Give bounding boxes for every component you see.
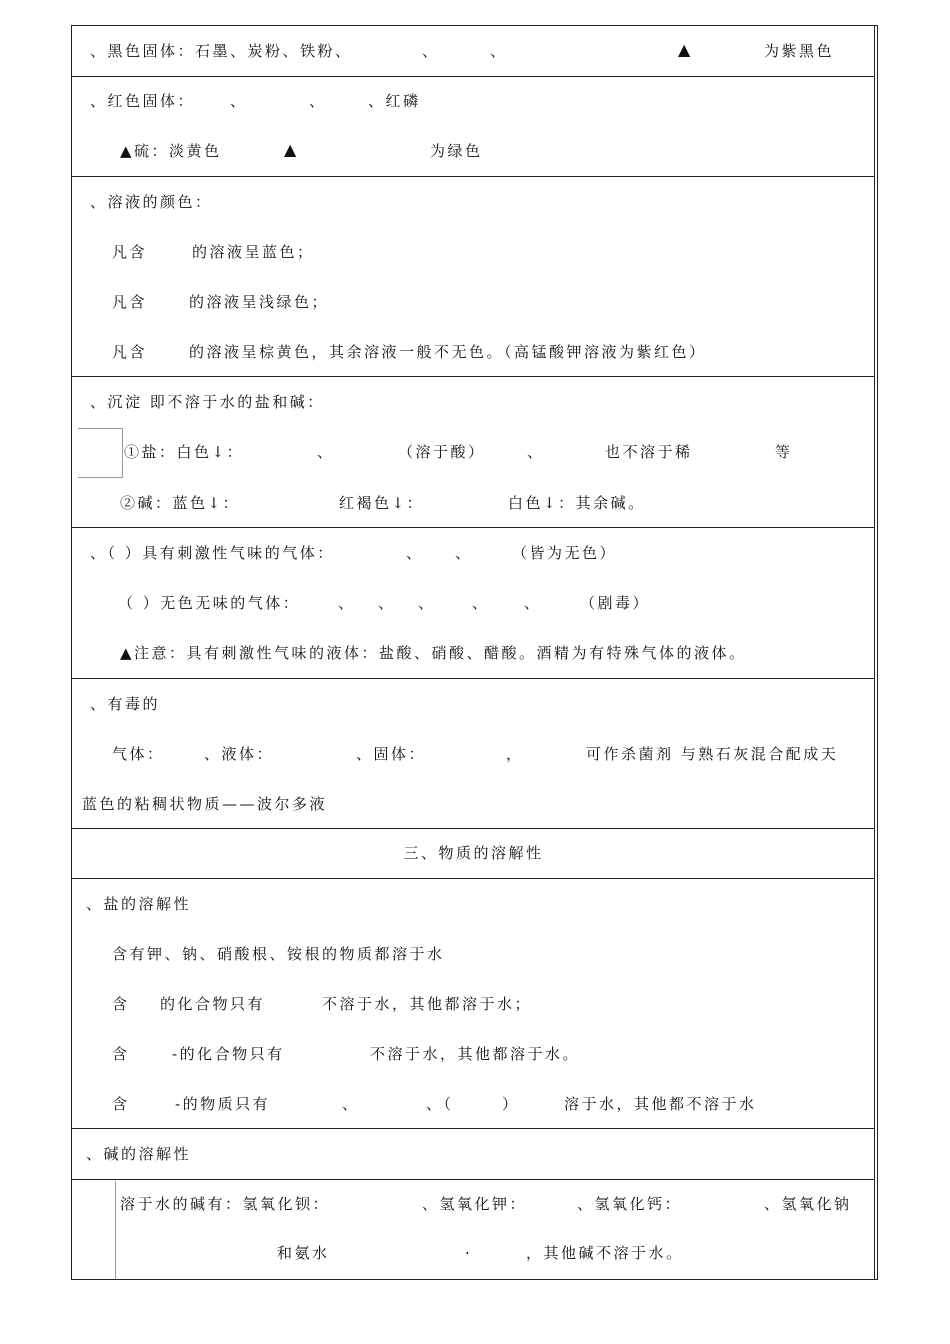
fungicide-text: 可作杀菌剂 与熟石灰混合配成天: [586, 745, 839, 763]
pungent-liquids-note: ▲注意：具有刺激性气味的液体：盐酸、硝酸、醋酸。酒精为有特殊气体的液体。: [120, 644, 747, 662]
sep: 、: [527, 443, 545, 461]
sep: 、: [418, 594, 436, 612]
toxic-liquid-label: 、液体：: [204, 745, 275, 763]
salt-precipitate-text: ①盐：白色↓：: [124, 443, 245, 461]
contains-label: 含: [112, 995, 130, 1013]
insoluble-text: 不溶于水，其他都溶于水。: [370, 1045, 581, 1063]
substance-only-text: -的物质只有: [175, 1095, 271, 1113]
row-salt-solubility: [72, 879, 875, 1129]
compound-only-text: 的化合物只有: [160, 995, 266, 1013]
row-section-heading: [72, 829, 875, 879]
solution-colors-heading: 、溶液的颜色：: [90, 193, 213, 211]
colorless-note: （皆为无色）: [512, 544, 618, 562]
paren-close: ）: [502, 1095, 520, 1113]
sulfur-text: ▲硫：淡黄色: [120, 142, 222, 160]
row-precipitates: [72, 377, 875, 528]
sep: 、: [406, 544, 424, 562]
sep: ，: [506, 745, 524, 763]
contains-label: 凡含: [112, 343, 148, 361]
green-text: 为绿色: [430, 142, 483, 160]
triangle-icon: ▲: [678, 40, 691, 59]
odorless-gases-text: （ ）无色无味的气体：: [118, 594, 301, 612]
sep: 、: [338, 594, 356, 612]
red-phosphorus-text: 、红磷: [368, 92, 421, 110]
soluble-text: 溶于水，其他都不溶于水: [564, 1095, 757, 1113]
contains-label: 凡含: [112, 293, 148, 311]
sep: 、（: [426, 1095, 454, 1113]
sep: 、: [455, 544, 473, 562]
sep: 、: [309, 92, 327, 110]
red-solids-text: 、红色固体：: [90, 92, 196, 110]
row-black-solids: [72, 26, 875, 77]
triangle-icon: ▲: [284, 140, 297, 159]
base-solubility-heading: 、碱的溶解性: [86, 1145, 192, 1163]
etc-text: 等: [775, 443, 793, 461]
other-bases-text: ，其他碱不溶于水。: [526, 1244, 684, 1262]
compound-only-text: -的化合物只有: [172, 1045, 285, 1063]
black-solids-text: 、黑色固体：石墨、炭粉、铁粉、: [90, 42, 353, 60]
calcium-hydroxide-text: 、氢氧化钙：: [577, 1195, 683, 1213]
contains-label: 含: [112, 1045, 130, 1063]
row-base-solubility-heading: [72, 1129, 875, 1180]
section-title: 三、物质的溶解性: [403, 844, 544, 862]
potassium-hydroxide-text: 、氢氧化钾：: [422, 1195, 528, 1213]
sep: 、: [317, 443, 335, 461]
all-soluble-text: 含有钾、钠、硝酸根、铵根的物质都溶于水: [112, 945, 445, 963]
row-gases: [72, 528, 875, 679]
insoluble-dilute-text: 也不溶于稀: [605, 443, 693, 461]
soluble-in-acid-text: （溶于酸）: [398, 443, 486, 461]
sep: 、: [472, 594, 490, 612]
toxic-gas-label: 气体：: [112, 745, 165, 763]
row-solution-colors: [72, 177, 875, 377]
sep: 、: [422, 42, 440, 60]
pungent-gases-text: 、（ ）具有刺激性气味的气体：: [90, 544, 335, 562]
yellow-solution-text: 的溶液呈棕黄色，其余溶液一般不无色。（高锰酸钾溶液为紫红色）: [189, 343, 707, 361]
sep: 、: [230, 92, 248, 110]
insoluble-text: 不溶于水，其他都溶于水；: [322, 995, 533, 1013]
row-red-solids: [72, 77, 875, 177]
toxic-solid-label: 、固体：: [356, 745, 427, 763]
sep: 、: [524, 594, 542, 612]
precipitates-heading: 、沉淀 即不溶于水的盐和碱：: [90, 393, 325, 411]
blue-solution-text: 的溶液呈蓝色；: [192, 243, 315, 261]
toxic-note: （剧毒）: [580, 594, 651, 612]
row-toxic: [72, 679, 875, 829]
bordeaux-text: 蓝色的粘稠状物质——波尔多液: [82, 795, 328, 813]
row-soluble-bases: [72, 1180, 875, 1278]
purple-black-text: 为紫黑色: [764, 42, 835, 60]
dot: ·: [465, 1244, 473, 1262]
contains-label: 凡含: [112, 243, 148, 261]
salt-solubility-heading: 、盐的溶解性: [86, 895, 192, 913]
inner-divider: [115, 1181, 116, 1279]
red-brown-text: 红褐色↓：: [339, 494, 425, 512]
sep: 、: [490, 42, 508, 60]
contains-label: 含: [112, 1095, 130, 1113]
sodium-hydroxide-text: 、氢氧化钠: [764, 1195, 852, 1213]
indent-box: [78, 428, 123, 478]
soluble-bases-text: 溶于水的碱有：氢氧化钡：: [120, 1195, 331, 1213]
ammonia-text: 和氨水: [277, 1244, 330, 1262]
base-precipitate-text: ②碱：蓝色↓：: [120, 494, 241, 512]
document-table: [71, 25, 878, 1280]
sep: 、: [378, 594, 396, 612]
sep: 、: [342, 1095, 360, 1113]
green-solution-text: 的溶液呈浅绿色；: [189, 293, 330, 311]
toxic-heading: 、有毒的: [90, 695, 161, 713]
white-precipitate-text: 白色↓：其余碱。: [508, 494, 646, 512]
